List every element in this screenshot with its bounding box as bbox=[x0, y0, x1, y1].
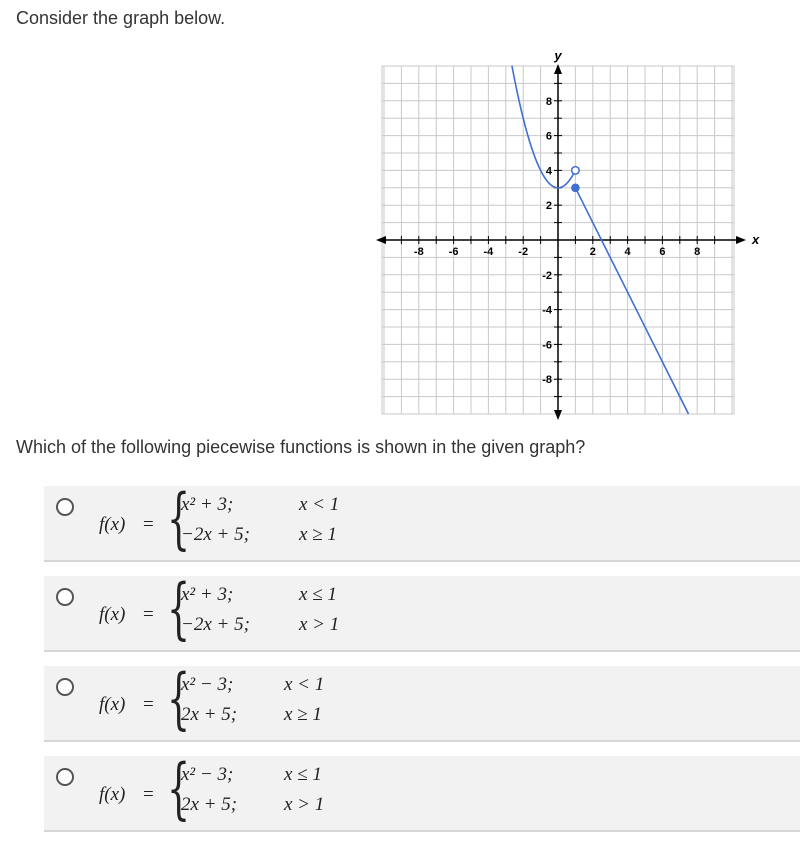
condition-2: x ≥ 1 bbox=[299, 524, 337, 545]
piecewise-formula bbox=[99, 660, 419, 737]
x-tick-label: -4 bbox=[483, 246, 494, 258]
answer-option-3[interactable] bbox=[44, 660, 800, 742]
piece-2: −2x + 5; bbox=[181, 524, 250, 545]
equals-sign: = bbox=[143, 604, 154, 625]
y-tick-label: -4 bbox=[542, 304, 552, 317]
radio-button[interactable] bbox=[56, 588, 74, 606]
left-brace: { bbox=[167, 750, 191, 827]
parabola-piece bbox=[512, 66, 576, 188]
question-text: Which of the following piecewise functions is shown in the given graph? bbox=[16, 437, 586, 457]
equals-sign: = bbox=[143, 784, 154, 805]
condition-1: x ≤ 1 bbox=[284, 764, 322, 785]
answer-option-4[interactable] bbox=[44, 750, 800, 832]
answer-option-1[interactable] bbox=[44, 480, 800, 562]
piece-1: x² − 3; bbox=[181, 764, 234, 785]
piece-2: 2x + 5; bbox=[181, 794, 238, 815]
y-tick-label: 4 bbox=[545, 165, 552, 178]
answer-option-2[interactable] bbox=[44, 570, 800, 652]
equals-sign: = bbox=[143, 514, 154, 535]
y-tick-label: 2 bbox=[545, 200, 552, 213]
x-tick-label: 6 bbox=[659, 246, 666, 258]
piece-2: −2x + 5; bbox=[181, 614, 250, 635]
function-name: f(x) bbox=[99, 514, 126, 535]
function-name: f(x) bbox=[99, 604, 126, 625]
y-tick-label: 8 bbox=[545, 95, 552, 108]
piece-1: x² − 3; bbox=[181, 674, 234, 695]
radio-button[interactable] bbox=[56, 768, 74, 786]
condition-2: x > 1 bbox=[299, 614, 340, 635]
piecewise-formula bbox=[99, 480, 419, 557]
condition-1: x ≤ 1 bbox=[299, 584, 337, 605]
piecewise-graph bbox=[362, 44, 762, 424]
piecewise-formula bbox=[99, 570, 419, 647]
condition-2: x > 1 bbox=[284, 794, 325, 815]
x-tick-label: 4 bbox=[624, 246, 631, 258]
function-name: f(x) bbox=[99, 694, 126, 715]
x-axis-arrow-left bbox=[376, 236, 386, 244]
piecewise-formula bbox=[99, 750, 419, 827]
radio-button[interactable] bbox=[56, 498, 74, 516]
y-tick-label: -6 bbox=[542, 339, 552, 352]
x-tick-label: 8 bbox=[694, 246, 701, 258]
piece-2: 2x + 5; bbox=[181, 704, 238, 725]
y-axis-label: y bbox=[554, 48, 562, 63]
function-name: f(x) bbox=[99, 784, 126, 805]
left-brace: { bbox=[167, 570, 191, 647]
condition-1: x < 1 bbox=[299, 494, 340, 515]
x-tick-label: -6 bbox=[448, 246, 459, 258]
left-brace: { bbox=[167, 660, 191, 737]
x-axis-label: x bbox=[752, 232, 760, 247]
left-brace: { bbox=[167, 480, 191, 557]
x-tick-label: -8 bbox=[413, 246, 424, 258]
y-tick-label: -8 bbox=[542, 374, 552, 387]
prompt-text: Consider the graph below. bbox=[16, 8, 226, 28]
y-tick-label: 6 bbox=[545, 130, 552, 143]
open-endpoint bbox=[572, 167, 580, 175]
radio-button[interactable] bbox=[56, 678, 74, 696]
equals-sign: = bbox=[143, 694, 154, 715]
piece-1: x² + 3; bbox=[181, 494, 234, 515]
y-axis-arrow-down bbox=[554, 410, 562, 420]
piece-1: x² + 3; bbox=[181, 584, 234, 605]
condition-2: x ≥ 1 bbox=[284, 704, 322, 725]
condition-1: x < 1 bbox=[284, 674, 325, 695]
x-tick-label: 2 bbox=[589, 246, 596, 258]
closed-endpoint bbox=[572, 184, 580, 192]
x-tick-label: -2 bbox=[518, 246, 529, 258]
y-tick-label: -2 bbox=[542, 269, 552, 282]
x-axis-arrow-right bbox=[736, 236, 746, 244]
